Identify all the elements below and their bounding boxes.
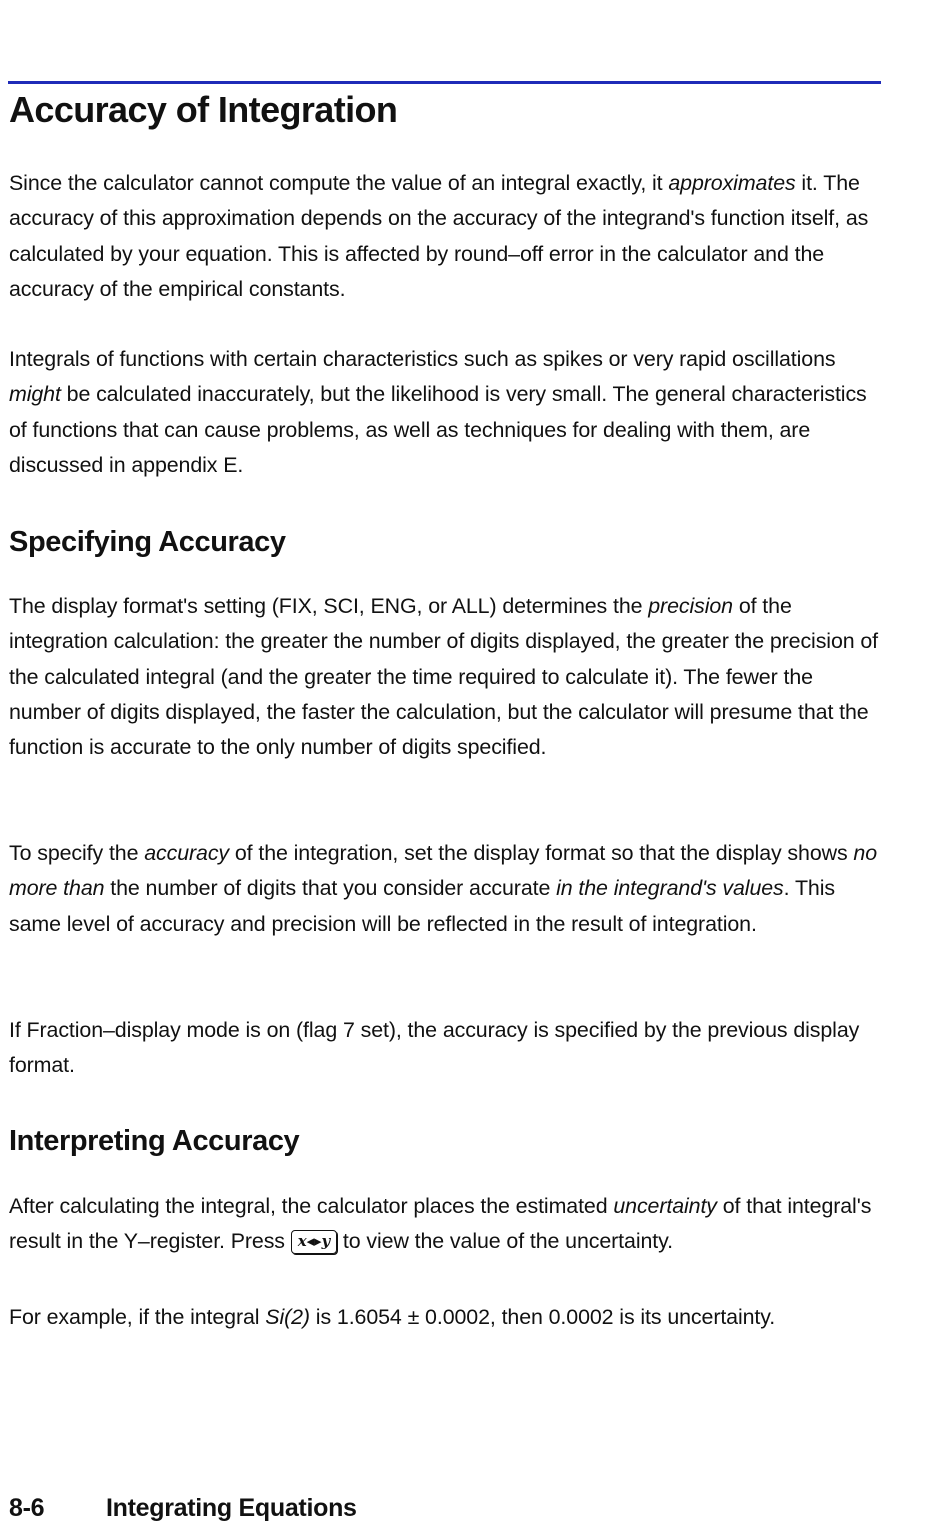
specifying-paragraph-2: To specify the accuracy of the integration, set the display format so that the display shows no more than the number of digits that you consider accurate in the integrand's values. This same level of accuracy and precision will be reflected in the result of integration. [9,841,877,936]
heading-interpreting-accuracy: Interpreting Accuracy [9,1125,300,1157]
page-number: 8-6 [9,1494,45,1522]
swap-x-y-key-icon: x◂▸y [291,1230,337,1254]
heading-specifying-accuracy: Specifying Accuracy [9,526,286,558]
interpreting-paragraph-2: For example, if the integral Si(2) is 1.6054 ± 0.0002, then 0.0002 is its uncertainty. [9,1305,776,1329]
page-title: Accuracy of Integration [9,89,398,130]
interpreting-paragraph-1: After calculating the integral, the calculator places the estimated uncertainty of that integral's result in the Y–register. Press x◂▸y to view the value of the uncertainty. [9,1194,872,1254]
intro-paragraph-1: Since the calculator cannot compute the value of an integral exactly, it approximates it. The accuracy of this approximation depends on the accuracy of the integrand's function itself, as calculated by your equation. This is affected by round–off error in the calculator and the accuracy of the empirical constants. [9,171,869,301]
chapter-title: Integrating Equations [106,1494,357,1522]
page-footer [9,1488,357,1528]
specifying-paragraph-1: The display format's setting (FIX, SCI, ENG, or ALL) determines the precision of the integration calculation: the greater the number of digits displayed, the greater the precision of the calculated integral (and the greater the time required to calculate it). The fewer the number of digits displayed, the faster the calculation, but the calculator will presume that the function is accurate to the only number of digits specified. [9,594,879,760]
top-rule [8,81,881,84]
intro-paragraph-2: Integrals of functions with certain characteristics such as spikes or very rapid oscillations might be calculated inaccurately, but the likelihood is very small. The general characteristics of functions that can cause problems, as well as techniques for dealing with them, are discussed in appendix E. [9,347,867,477]
specifying-paragraph-3: If Fraction–display mode is on (flag 7 set), the accuracy is specified by the previous display format. [9,1018,860,1078]
